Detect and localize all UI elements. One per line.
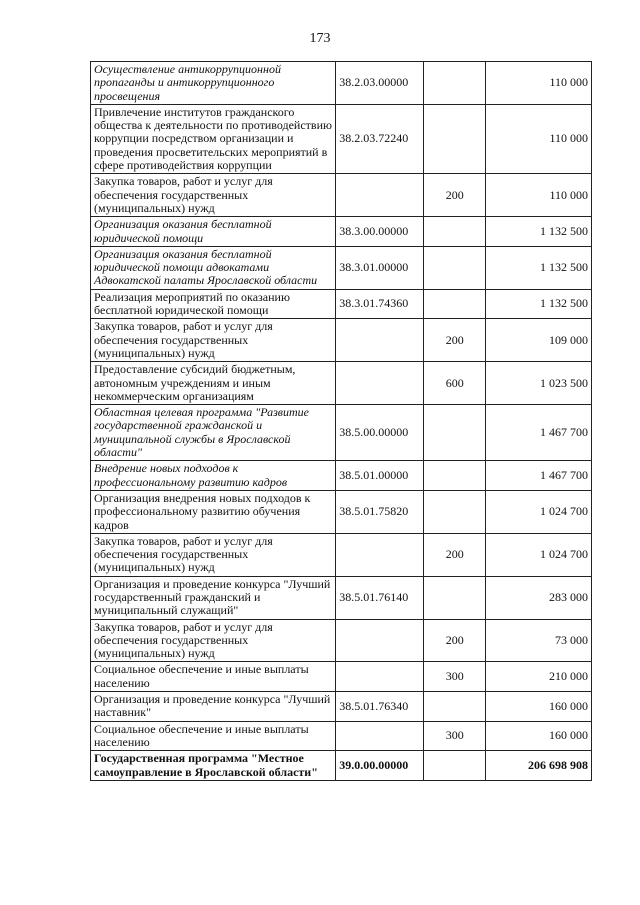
row-code-cell xyxy=(336,721,424,751)
row-amount-cell: 1 023 500 xyxy=(486,362,592,405)
row-name-cell: Социальное обеспечение и иные выплаты населению xyxy=(91,721,336,751)
row-amount-cell: 160 000 xyxy=(486,721,592,751)
row-amount-cell: 1 132 500 xyxy=(486,217,592,247)
table-row xyxy=(91,174,592,217)
table-row xyxy=(91,721,592,751)
row-code-cell: 38.3.00.00000 xyxy=(336,217,424,247)
table-row xyxy=(91,246,592,289)
row-name-cell: Областная целевая программа "Развитие государственной гражданской и муниципальной службы в Ярославской области" xyxy=(91,405,336,461)
row-expense-type-cell: 200 xyxy=(424,174,486,217)
table-row xyxy=(91,490,592,533)
table-row xyxy=(91,289,592,319)
row-code-cell: 38.3.01.74360 xyxy=(336,289,424,319)
row-expense-type-cell xyxy=(424,217,486,247)
row-amount-cell: 210 000 xyxy=(486,662,592,692)
row-expense-type-cell xyxy=(424,104,486,173)
row-expense-type-cell xyxy=(424,405,486,461)
row-expense-type-cell xyxy=(424,751,486,781)
row-expense-type-cell: 200 xyxy=(424,619,486,662)
row-code-cell: 38.3.01.00000 xyxy=(336,246,424,289)
row-expense-type-cell xyxy=(424,289,486,319)
row-expense-type-cell xyxy=(424,490,486,533)
row-amount-cell: 73 000 xyxy=(486,619,592,662)
table-row xyxy=(91,692,592,722)
row-name-cell: Внедрение новых подходов к профессиональному развитию кадров xyxy=(91,461,336,491)
row-name-cell: Государственная программа "Местное самоуправление в Ярославской области" xyxy=(91,751,336,781)
row-name-cell: Организация и проведение конкурса "Лучший государственный гражданский и муниципальный служащий" xyxy=(91,576,336,619)
row-amount-cell: 1 467 700 xyxy=(486,461,592,491)
row-code-cell xyxy=(336,319,424,362)
row-expense-type-cell: 300 xyxy=(424,721,486,751)
table-row xyxy=(91,319,592,362)
budget-table-body xyxy=(91,62,592,781)
row-code-cell xyxy=(336,362,424,405)
table-row xyxy=(91,362,592,405)
table-row xyxy=(91,217,592,247)
row-expense-type-cell: 200 xyxy=(424,533,486,576)
row-code-cell: 38.5.01.76140 xyxy=(336,576,424,619)
row-expense-type-cell: 600 xyxy=(424,362,486,405)
row-name-cell: Организация и проведение конкурса "Лучший наставник" xyxy=(91,692,336,722)
table-row xyxy=(91,662,592,692)
row-code-cell: 38.5.00.00000 xyxy=(336,405,424,461)
table-row xyxy=(91,576,592,619)
table-row xyxy=(91,405,592,461)
row-name-cell: Организация оказания бесплатной юридической помощи xyxy=(91,217,336,247)
row-code-cell xyxy=(336,662,424,692)
row-amount-cell: 110 000 xyxy=(486,62,592,105)
row-code-cell: 38.5.01.00000 xyxy=(336,461,424,491)
row-expense-type-cell xyxy=(424,576,486,619)
row-code-cell: 39.0.00.00000 xyxy=(336,751,424,781)
row-name-cell: Закупка товаров, работ и услуг для обеспечения государственных (муниципальных) нужд xyxy=(91,319,336,362)
row-code-cell: 38.2.03.72240 xyxy=(336,104,424,173)
budget-table xyxy=(90,61,592,781)
row-amount-cell: 206 698 908 xyxy=(486,751,592,781)
row-name-cell: Закупка товаров, работ и услуг для обеспечения государственных (муниципальных) нужд xyxy=(91,174,336,217)
row-code-cell xyxy=(336,619,424,662)
table-row xyxy=(91,461,592,491)
row-expense-type-cell xyxy=(424,461,486,491)
table-row xyxy=(91,751,592,781)
table-row xyxy=(91,533,592,576)
row-code-cell xyxy=(336,174,424,217)
table-row xyxy=(91,104,592,173)
row-amount-cell: 1 467 700 xyxy=(486,405,592,461)
page-number: 173 xyxy=(309,31,331,46)
row-expense-type-cell: 200 xyxy=(424,319,486,362)
row-amount-cell: 1 132 500 xyxy=(486,246,592,289)
row-name-cell: Организация оказания бесплатной юридической помощи адвокатами Адвокатской палаты Ярославской области xyxy=(91,246,336,289)
row-amount-cell: 109 000 xyxy=(486,319,592,362)
row-amount-cell: 110 000 xyxy=(486,104,592,173)
row-code-cell: 38.2.03.00000 xyxy=(336,62,424,105)
row-amount-cell: 1 024 700 xyxy=(486,533,592,576)
table-row xyxy=(91,62,592,105)
row-amount-cell: 1 024 700 xyxy=(486,490,592,533)
row-name-cell: Закупка товаров, работ и услуг для обеспечения государственных (муниципальных) нужд xyxy=(91,619,336,662)
row-amount-cell: 283 000 xyxy=(486,576,592,619)
row-name-cell: Осуществление антикоррупционной пропаганды и антикоррупционного просвещения xyxy=(91,62,336,105)
row-name-cell: Организация внедрения новых подходов к профессиональному развитию обучения кадров xyxy=(91,490,336,533)
row-amount-cell: 1 132 500 xyxy=(486,289,592,319)
row-expense-type-cell xyxy=(424,246,486,289)
row-expense-type-cell xyxy=(424,62,486,105)
row-name-cell: Предоставление субсидий бюджетным, автономным учреждениям и иным некоммерческим организациям xyxy=(91,362,336,405)
table-row xyxy=(91,619,592,662)
row-name-cell: Социальное обеспечение и иные выплаты населению xyxy=(91,662,336,692)
row-name-cell: Закупка товаров, работ и услуг для обеспечения государственных (муниципальных) нужд xyxy=(91,533,336,576)
row-expense-type-cell: 300 xyxy=(424,662,486,692)
row-expense-type-cell xyxy=(424,692,486,722)
row-name-cell: Привлечение институтов гражданского общества к деятельности по противодействию коррупции посредством организации и проведения просветительских мероприятий в сфере противодействия коррупции xyxy=(91,104,336,173)
row-code-cell: 38.5.01.75820 xyxy=(336,490,424,533)
row-name-cell: Реализация мероприятий по оказанию бесплатной юридической помощи xyxy=(91,289,336,319)
row-code-cell: 38.5.01.76340 xyxy=(336,692,424,722)
row-amount-cell: 160 000 xyxy=(486,692,592,722)
row-amount-cell: 110 000 xyxy=(486,174,592,217)
row-code-cell xyxy=(336,533,424,576)
